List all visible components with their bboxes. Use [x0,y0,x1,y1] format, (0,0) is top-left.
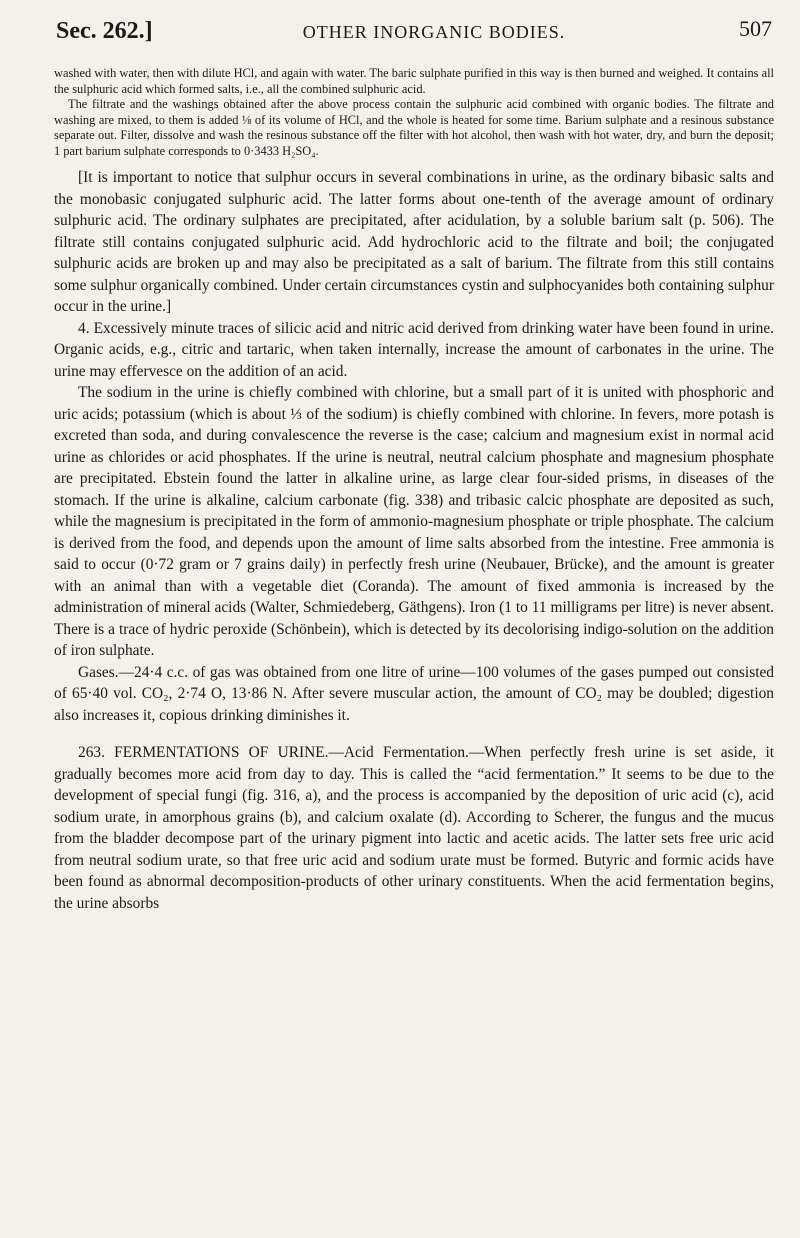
page-number: 507 [739,16,772,41]
page-body [54,66,774,914]
paragraph-silicic-acid: 4. Excessively minute traces of silicic acid and nitric acid derived from drinking water have been found in urine. Organic acids, e.g., citric and tartaric, when taken internally, increase the amount of carbonates in the urine. The urine may effervesce on the addition of an acid. [54,319,774,380]
paragraph-sulphur-note: [It is important to notice that sulphur occurs in several combinations in urine, as the ordinary bibasic salts and the monobasic conjugated sulphuric acid. The latter forms about one-tenth of the average amount of ordinary sulphuric acid. The ordinary sulphates are precipitated, after acidulation, by a soluble barium salt (p. 506). The filtrate still contains conjugated sulphuric acid. Add hydrochloric acid to the filtrate and boil; the conjugated sulphuric acids are broken up and may also be precipitated as a salt of barium. The filtrate from this still contains some sulphur organically combined. Under certain circumstances cystin and sulphocyanides both containing sulphur occur in the urine.] [54,169,774,315]
page-header [54,0,774,56]
paragraph-fermentations: 263. FERMENTATIONS OF URINE.—Acid Fermentation.—When perfectly fresh urine is set aside, it gradually becomes more acid from day to day. This is called the “acid fermentation.” It seems to be due to the development of special fungi (fig. 316, a), and the process is accompanied by the deposition of uric acid (c), acid sodium urate, in amorphous grains (b), and calcium oxalate (d). According to Scherer, the fungus and the mucus from the bladder decompose part of the urinary pigment into lactic and acetic acids. The latter sets free uric acid from neutral sodium urate, so that free uric acid and sodium urate must be formed. Butyric and formic acids have been found as abnormal decomposition-products of other urinary constituents. When the acid fermentation begins, the urine absorbs [54,744,774,912]
paragraph-filtrate-procedure: The filtrate and the washings obtained after the above process contain the sulphuric acid combined with organic bodies. The filtrate and washing are mixed, to them is added ⅛ of its volume of HCl, and the whole is heated for some time. Barium sulphate and a resinous substance separate out. Filter, dissolve and wash the resinous substance off the filter with hot alcohol, then wash with hot water, dry, and burn the deposit; 1 part barium sulphate corresponds to 0·3433 H₂SO₄. [54,97,774,158]
paragraph-gases: Gases.—24·4 c.c. of gas was obtained from one litre of urine—100 volumes of the gases pumped out consisted of 65·40 vol. CO₂, 2·74 O, 13·86 N. After severe muscular action, the amount of CO₂ may be doubled; digestion also increases it, copious drinking diminishes it. [54,663,774,724]
running-title: OTHER INORGANIC BODIES. [302,22,566,42]
section-reference: Sec. 262.] [56,18,153,44]
paragraph-sodium: The sodium in the urine is chiefly combined with chlorine, but a small part of it is united with phosphoric and uric acids; potassium (which is about ⅓ of the sodium) is chiefly combined with chlorine. In fevers, more potash is excreted than soda, and during convalescence the reverse is the case; calcium and magnesium exist in normal acid urine as chlorides or acid phosphates. If the urine is neutral, neutral calcium phosphate and magnesium phosphate are precipitated. Ebstein found the latter in alkaline urine, as large clear four-sided prisms, in diseases of the stomach. If the urine is alkaline, calcium carbonate (fig. 338) and tribasic calcic phosphate are deposited as such, while the magnesium is precipitated in the form of ammonio-magnesium phosphate or triple phosphate. The calcium is derived from the food, and depends upon the amount of lime salts absorbed from the intestine. Free ammonia is said to occur (0·72 gram or 7 grains daily) in perfectly fresh urine (Neubauer, Brücke), and the amount is greater with an animal than with a vegetable diet (Coranda). The amount of fixed ammonia is increased by the administration of mineral acids (Walter, Schmiedeberg, Gäthgens). Iron (1 to 11 milligrams per litre) is never absent. There is a trace of hydric peroxide (Schönbein), which is detected by its decolorising indigo-solution on the addition of iron sulphate. [54,384,774,659]
paragraph-washing-procedure: washed with water, then with dilute HCl, and again with water. The baric sulphate purified in this way is then burned and weighed. It contains all the sulphuric acid which formed salts, i.e., all the combined sulphuric acid. [54,66,774,96]
